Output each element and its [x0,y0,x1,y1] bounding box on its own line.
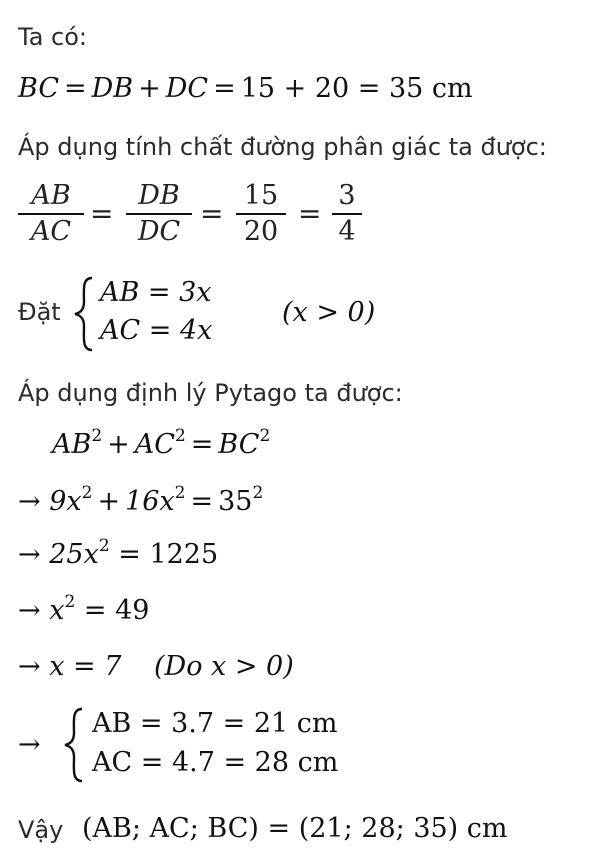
left-brace-icon [72,276,96,352]
bisector-text: Áp dụng tính chất đường phân giác ta được: [18,133,547,161]
fraction-numerator: 15 [243,180,279,211]
term-x: x [49,595,65,626]
step-solution [18,650,294,684]
step-substitution [18,485,263,519]
pythagoras-equation [52,428,270,462]
fraction-3-4 [332,180,362,248]
solution-note: (Do x > 0) [154,651,294,682]
equals-sign: = [200,197,224,230]
positivity-condition: (x > 0) [282,297,376,328]
bc-term: BC [18,73,60,104]
fraction-numerator: AB [31,180,71,211]
fraction-db-dc [126,180,192,248]
arrow-icon: → [18,486,41,517]
fraction-ab-ac [18,180,84,248]
solution-x: x = 7 [49,651,122,682]
exponent: 2 [259,426,271,446]
exponent: 2 [174,426,186,446]
fraction-bar [332,213,362,215]
left-brace-icon [62,707,86,783]
result-row-ac: AC = 4.7 = 28 cm [92,747,339,778]
fraction-15-20 [236,180,286,248]
set-label: Đặt [18,298,61,326]
term-35: 35 [218,486,253,517]
fraction-bar [126,213,192,215]
exponent: 2 [252,483,264,503]
fraction-denominator: 4 [338,216,356,247]
term-25x: 25x [49,539,99,570]
exponent: 2 [81,483,93,503]
equals-sign: = [298,197,322,230]
exponent: 2 [174,483,186,503]
result-row-ab: AB = 3.7 = 21 cm [92,708,338,739]
exponent: 2 [91,426,103,446]
step-sum-rest: = 1225 [118,539,219,570]
step-square [18,594,149,628]
term-16x: 16x [125,486,175,517]
ab-term: AB [52,429,92,460]
step-sum [18,538,218,572]
bc-equation [18,72,473,106]
system-row-ac: AC = 4x [100,315,213,346]
bc-value: 15 + 20 = 35 cm [240,73,473,104]
ac-term: AC [134,429,175,460]
pythagoras-text: Áp dụng định lý Pytago ta được: [18,379,403,407]
plus-sign: + [97,486,121,517]
dc-term: DC [165,73,209,104]
equals-sign: = [90,197,114,230]
fraction-numerator: DB [138,180,180,211]
result-arrow: → [18,729,41,760]
exponent: 2 [98,536,110,556]
fraction-bar [18,213,84,215]
fraction-numerator: 3 [338,180,356,211]
conclusion-label: Vậy [18,816,64,844]
fraction-denominator: AC [30,216,72,247]
arrow-icon: → [18,595,41,626]
equals-sign: = [190,486,214,517]
term-9x: 9x [49,486,82,517]
equals-sign: = [213,73,236,104]
exponent: 2 [64,592,76,612]
step-square-rest: = 49 [83,595,150,626]
fraction-denominator: DC [137,216,181,247]
fraction-bar [236,213,286,215]
system-row-ab: AB = 3x [100,277,212,308]
plus-sign: + [107,429,130,460]
arrow-icon: → [18,651,41,682]
bc-term: BC [218,429,260,460]
db-term: DB [91,73,134,104]
equals-sign: = [64,73,87,104]
arrow-icon: → [18,539,41,570]
plus-sign: + [138,73,161,104]
fraction-denominator: 20 [243,216,279,247]
equals-sign: = [190,429,214,460]
conclusion-expression: (AB; AC; BC) = (21; 28; 35) cm [82,813,508,844]
intro-text: Ta có: [18,23,87,51]
